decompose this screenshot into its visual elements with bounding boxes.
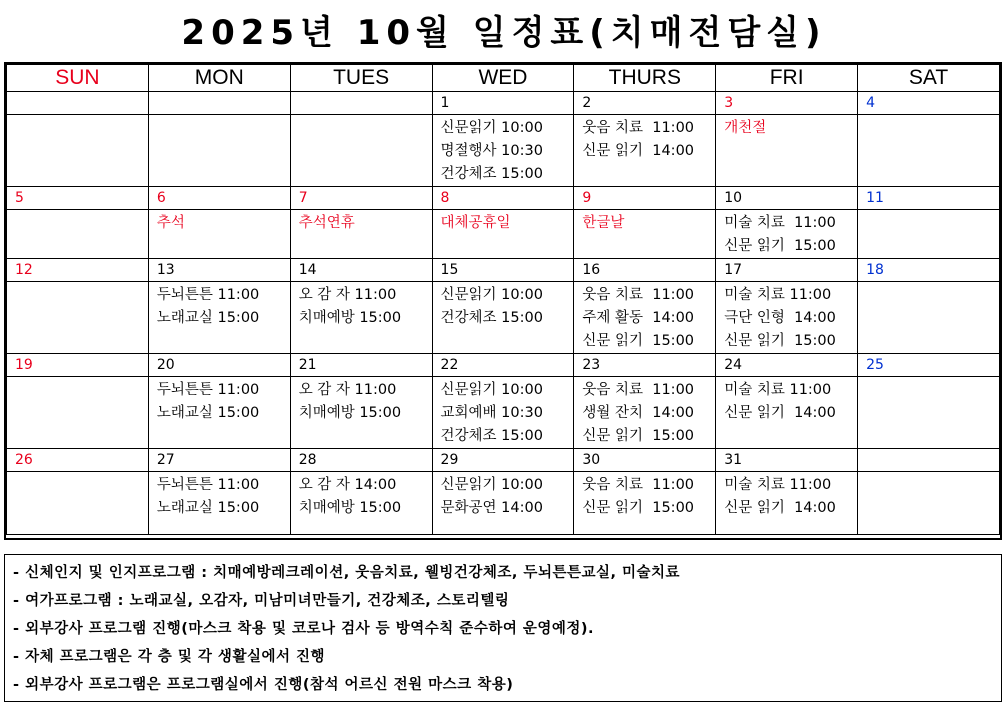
note-line: - 자체 프로그램은 각 층 및 각 생활실에서 진행	[13, 649, 326, 665]
day-number	[290, 92, 432, 115]
note-line: - 신체인지 및 인지프로그램 : 치매예방레크레이션, 웃음치료, 웰빙건강체조, 두뇌튼튼교실, 미술치료	[13, 565, 681, 581]
event-item: 신문읽기 10:00	[440, 287, 543, 303]
day-number: 19	[7, 354, 149, 377]
note-line: - 외부강사 프로그램은 프로그램실에서 진행(참석 어르신 전원 마스크 착용)	[13, 677, 514, 693]
day-number: 21	[290, 354, 432, 377]
day-number: 8	[432, 187, 574, 210]
day-number: 22	[432, 354, 574, 377]
day-events	[432, 472, 574, 535]
day-number: 10	[716, 187, 858, 210]
event-item: 극단 인형 14:00	[724, 310, 836, 326]
event-item: 웃음 치료 11:00	[582, 477, 695, 493]
day-number	[858, 449, 1000, 472]
notes-box	[4, 554, 1002, 702]
day-number: 7	[290, 187, 432, 210]
day-events	[7, 377, 149, 449]
weekday-header-tues: TUES	[290, 65, 432, 92]
day-number: 27	[148, 449, 290, 472]
day-events	[7, 282, 149, 354]
day-number: 14	[290, 259, 432, 282]
day-events	[716, 282, 858, 354]
week-event-row	[7, 377, 1000, 449]
event-item: 신문읽기 10:00	[440, 382, 543, 398]
event-item: 치매예방 15:00	[298, 310, 402, 326]
holiday-label: 개천절	[724, 120, 767, 136]
event-item: 두뇌튼튼 11:00	[156, 287, 260, 303]
day-number: 5	[7, 187, 149, 210]
event-item: 미술 치료 11:00	[724, 215, 836, 231]
day-events	[7, 210, 149, 259]
event-item: 신문 읽기 14:00	[582, 143, 695, 159]
page-title: 2025년 10월 일정표(치매전담실)	[181, 13, 827, 53]
event-item: 신문 읽기 15:00	[582, 428, 695, 444]
week-date-row	[7, 259, 1000, 282]
day-events	[716, 472, 858, 535]
day-number: 2	[574, 92, 716, 115]
day-events	[716, 210, 858, 259]
event-item: 건강체조 15:00	[440, 310, 543, 326]
day-events	[574, 282, 716, 354]
week-date-row	[7, 187, 1000, 210]
day-number: 23	[574, 354, 716, 377]
day-events	[858, 377, 1000, 449]
day-number: 16	[574, 259, 716, 282]
day-number: 9	[574, 187, 716, 210]
day-events	[716, 115, 858, 187]
event-item: 웃음 치료 11:00	[582, 382, 695, 398]
event-item: 미술 치료 11:00	[724, 287, 832, 303]
day-events	[858, 210, 1000, 259]
event-item: 오 감 자 11:00	[298, 287, 397, 303]
day-number: 26	[7, 449, 149, 472]
holiday-label: 추석	[156, 215, 185, 231]
day-events	[7, 472, 149, 535]
event-item: 신문 읽기 14:00	[724, 405, 836, 421]
event-item: 노래교실 15:00	[156, 405, 260, 421]
weekday-header-thurs: THURS	[574, 65, 716, 92]
event-item: 웃음 치료 11:00	[582, 287, 695, 303]
day-number: 11	[858, 187, 1000, 210]
day-events	[148, 210, 290, 259]
note-line: - 외부강사 프로그램 진행(마스크 착용 및 코로나 검사 등 방역수칙 준수하여 운영예정).	[13, 621, 595, 637]
calendar-table	[6, 64, 1000, 535]
day-events	[574, 377, 716, 449]
event-item: 노래교실 15:00	[156, 310, 260, 326]
day-events	[290, 377, 432, 449]
event-item: 생월 잔치 14:00	[582, 405, 695, 421]
day-number: 20	[148, 354, 290, 377]
weekday-header-row	[7, 65, 1000, 92]
event-item: 신문 읽기 15:00	[582, 333, 695, 349]
day-events	[148, 472, 290, 535]
week-date-row	[7, 354, 1000, 377]
day-events	[148, 377, 290, 449]
day-number: 1	[432, 92, 574, 115]
event-item: 치매예방 15:00	[298, 405, 402, 421]
event-item: 웃음 치료 11:00	[582, 120, 695, 136]
day-events	[148, 115, 290, 187]
event-item: 건강체조 15:00	[440, 166, 543, 182]
day-number	[148, 92, 290, 115]
week-event-row	[7, 210, 1000, 259]
weekday-header-sat: SAT	[858, 65, 1000, 92]
day-events	[574, 210, 716, 259]
day-number: 18	[858, 259, 1000, 282]
day-events	[7, 115, 149, 187]
event-item: 신문 읽기 15:00	[724, 238, 836, 254]
event-item: 치매예방 15:00	[298, 500, 402, 516]
event-item: 오 감 자 14:00	[298, 477, 397, 493]
day-events	[574, 472, 716, 535]
event-item: 교회예배 10:30	[440, 405, 543, 421]
weekday-header-fri: FRI	[716, 65, 858, 92]
day-events	[432, 282, 574, 354]
day-number: 15	[432, 259, 574, 282]
day-number: 12	[7, 259, 149, 282]
weekday-header-wed: WED	[432, 65, 574, 92]
note-line: - 여가프로그램 : 노래교실, 오감자, 미남미녀만들기, 건강체조, 스토리텔링	[13, 593, 510, 609]
week-event-row	[7, 115, 1000, 187]
event-item: 신문 읽기 15:00	[724, 333, 836, 349]
day-events	[290, 210, 432, 259]
day-number	[7, 92, 149, 115]
week-event-row	[7, 472, 1000, 535]
holiday-label: 대체공휴일	[440, 215, 511, 231]
day-events	[858, 472, 1000, 535]
week-event-row	[7, 282, 1000, 354]
day-events	[432, 115, 574, 187]
day-events	[290, 282, 432, 354]
event-item: 두뇌튼튼 11:00	[156, 382, 260, 398]
calendar	[4, 62, 1002, 540]
event-item: 신문읽기 10:00	[440, 477, 543, 493]
event-item: 주제 활동 14:00	[582, 310, 695, 326]
day-events	[148, 282, 290, 354]
day-events	[858, 282, 1000, 354]
weekday-header-sun: SUN	[7, 65, 149, 92]
event-item: 미술 치료 11:00	[724, 477, 832, 493]
event-item: 두뇌튼튼 11:00	[156, 477, 260, 493]
event-item: 문화공연 14:00	[440, 500, 543, 516]
event-item: 신문 읽기 15:00	[582, 500, 695, 516]
holiday-label: 한글날	[582, 215, 625, 231]
day-number: 13	[148, 259, 290, 282]
day-events	[574, 115, 716, 187]
day-number: 17	[716, 259, 858, 282]
event-item: 미술 치료 11:00	[724, 382, 832, 398]
event-item: 명절행사 10:30	[440, 143, 543, 159]
day-number: 28	[290, 449, 432, 472]
holiday-label: 추석연휴	[298, 215, 355, 231]
day-events	[290, 115, 432, 187]
day-number: 29	[432, 449, 574, 472]
day-number: 24	[716, 354, 858, 377]
weekday-header-mon: MON	[148, 65, 290, 92]
event-item: 오 감 자 11:00	[298, 382, 397, 398]
day-events	[432, 377, 574, 449]
event-item: 신문 읽기 14:00	[724, 500, 836, 516]
day-events	[290, 472, 432, 535]
event-item: 노래교실 15:00	[156, 500, 260, 516]
day-number: 4	[858, 92, 1000, 115]
day-number: 30	[574, 449, 716, 472]
day-number: 31	[716, 449, 858, 472]
calendar-body	[7, 92, 1000, 535]
event-item: 건강체조 15:00	[440, 428, 543, 444]
week-date-row	[7, 92, 1000, 115]
event-item: 신문읽기 10:00	[440, 120, 543, 136]
day-number: 3	[716, 92, 858, 115]
day-events	[432, 210, 574, 259]
day-events	[716, 377, 858, 449]
day-number: 25	[858, 354, 1000, 377]
day-number: 6	[148, 187, 290, 210]
week-date-row	[7, 449, 1000, 472]
day-events	[858, 115, 1000, 187]
